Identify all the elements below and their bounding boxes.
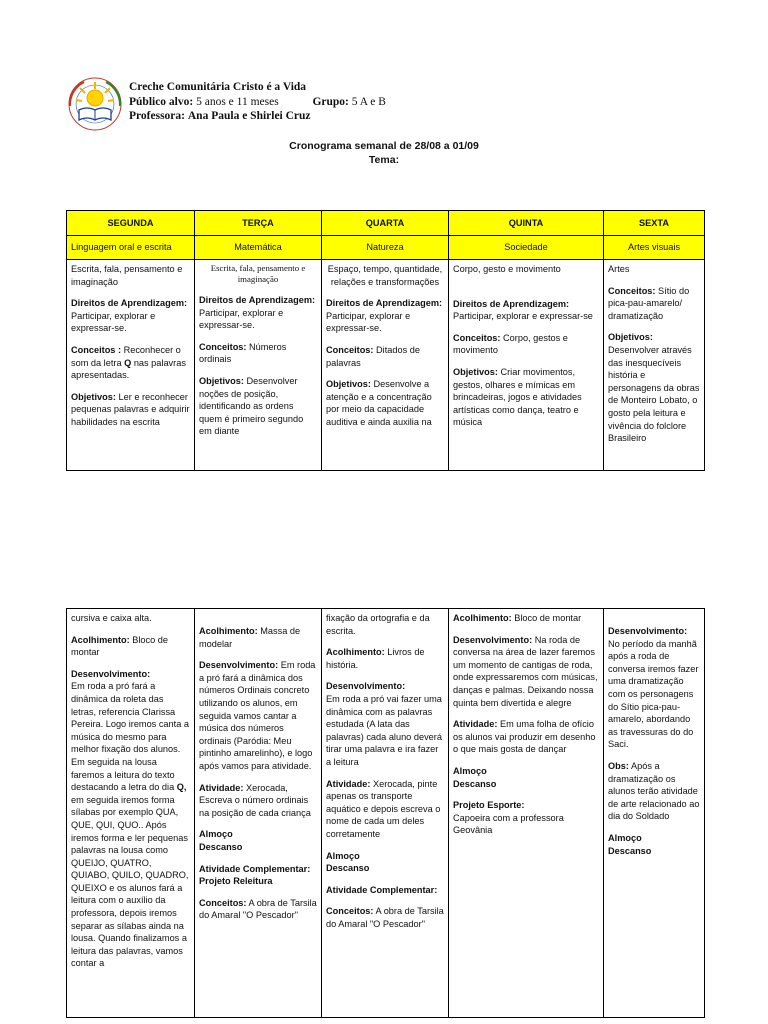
ter2-comp-proj: Projeto Releitura — [199, 876, 273, 887]
ter2-comp-label: Atividade Complementar: — [199, 863, 311, 874]
grupo-value: 5 A e B — [351, 95, 386, 108]
qua-direitos-label: Direitos de Aprendizagem: — [326, 298, 443, 309]
qui-conceitos-label: Conceitos: — [453, 332, 501, 343]
ter-conceitos: Números ordinais — [199, 341, 287, 365]
publico-label: Público alvo: — [129, 95, 194, 108]
publico-value: 5 anos e 11 meses — [196, 95, 279, 108]
qua2-desenv-label: Desenvolvimento: — [326, 681, 406, 692]
cell-segunda-top — [67, 260, 195, 471]
subject-quinta: Sociedade — [449, 236, 604, 260]
ter2-conc-label: Conceitos: — [199, 897, 247, 908]
cell-segunda-bottom — [67, 609, 195, 1018]
schedule-title-block — [0, 139, 768, 167]
qua2-acolh-label: Acolhimento: — [326, 647, 385, 658]
qui-direitos-label: Direitos de Aprendizagem: — [453, 298, 570, 309]
school-name: Creche Comunitária Cristo é a Vida — [129, 81, 307, 93]
qui2-desenv-label: Desenvolvimento: — [453, 634, 533, 645]
subject-terca: Matemática — [195, 236, 322, 260]
cell-sexta-top — [604, 260, 705, 471]
sex2-almoco: Almoço — [608, 832, 642, 843]
seg-objetivos-label: Objetivos: — [71, 391, 116, 402]
seg2-acolh: Bloco de montar — [71, 634, 169, 658]
qui-conceitos: Corpo, gestos e movimento — [453, 332, 568, 356]
qua2-acolh: Livros de história. — [326, 647, 425, 670]
ter2-almoco: Almoço — [199, 829, 233, 840]
sex2-desenv: No período da manhã após a roda de conversa iremos fazer uma dramatização com os personagens do Sítio pica-pau-amarelo, abordando as travessuras do do Saci. — [608, 638, 699, 750]
grupo-label: Grupo: — [312, 95, 349, 108]
cell-terca-top — [195, 260, 322, 471]
day-header-segunda: SEGUNDA — [67, 211, 195, 236]
seg-conceitos-label: Conceitos : — [71, 344, 122, 355]
seg-direitos: Participar, explorar e expressar-se. — [71, 310, 156, 334]
sex2-desenv-label: Desenvolvimento: — [608, 626, 688, 636]
ter2-ativ-label: Atividade: — [199, 782, 244, 793]
schedule-title: Cronograma semanal de 28/08 a 01/09 — [289, 140, 479, 152]
school-header — [66, 76, 486, 136]
qui2-proj-label: Projeto Esporte: — [453, 800, 525, 811]
ter2-desenv-label: Desenvolvimento: — [199, 660, 279, 671]
qua2-ativ: Xerocada, pinte apenas os transporte aquático e depois escreva o nome de cada um deles corretamente — [326, 778, 441, 839]
seg-direitos-label: Direitos de Aprendizagem: — [71, 298, 188, 309]
professora-value: Ana Paula e Shirlei Cruz — [187, 110, 311, 122]
seg2-acolh-label: Acolhimento: — [71, 634, 130, 645]
qui2-ativ-label: Atividade: — [453, 719, 498, 730]
sex-objetivos-label: Objetivos: — [608, 332, 653, 343]
seg2-desenv-q: Q, — [176, 782, 187, 793]
qua-conceitos-label: Conceitos: — [326, 344, 374, 355]
seg-intro: Escrita, fala, pensamento e imaginação — [71, 264, 183, 287]
ter-intro: Escrita, fala, pensamento e imaginação — [210, 263, 306, 284]
qui-intro: Corpo, gesto e movimento — [453, 264, 561, 274]
qui2-ativ: Em uma folha de ofício os alunos vai produzir em desenho o que mais gosta de dançar — [453, 719, 596, 755]
qui2-descanso: Descanso — [453, 778, 497, 789]
day-header-terca: TERÇA — [195, 211, 322, 236]
qui2-almoco: Almoço — [453, 765, 487, 776]
seg-conceitos-a: Reconhecer o som da letra — [71, 344, 181, 368]
qui-objetivos-label: Objetivos: — [453, 366, 498, 377]
cell-terca-bottom — [195, 609, 322, 1018]
qua2-conc-label: Conceitos: — [326, 906, 374, 917]
ter2-descanso: Descanso — [199, 841, 243, 852]
qui-objetivos: Criar movimentos, gestos, olhares e mímicas em brincadeiras, jogos e atividades artísticas como dança, teatro e música — [453, 366, 582, 428]
qua-intro: Espaço, tempo, quantidade, relações e transformações — [327, 264, 443, 287]
qui2-desenv: Na roda de conversa na área de lazer faremos um momento de cantigas de roda, onde expressaremos com músicas, danças e palmas. Deixando nossa quinta bem divertida e alegre — [453, 634, 598, 708]
sex-conceitos-label: Conceitos: — [608, 285, 656, 296]
qua-conceitos: Ditados de palavras — [326, 344, 420, 368]
qua2-conc: A obra de Tarsila do Amaral "O Pescador" — [326, 906, 444, 929]
seg2-cont: cursiva e caixa alta. — [71, 613, 152, 623]
ter-objetivos: Desenvolver noções de posição, identificando as ordens quem é primeiro segundo em diante — [199, 375, 304, 437]
ter2-acolh: Massa de modelar — [199, 626, 301, 649]
ter2-ativ: Xerocada, Escreva o número ordinais na posição de cada criança — [199, 782, 311, 818]
qua2-desenv: Em roda a pró vai fazer uma dinâmica com as palavras estudada (A lata das palavras) cada aluno deverá tirar uma palavra e ira fazer a leitura — [326, 693, 442, 767]
seg2-desenv-a: Em roda a pró fará a dinâmica da roleta das letras, referencia Clarissa Pereira. Logo iremos canta a música do mesmo para melhor fixação dos alunos. Em seguida na lousa faremos a leitura do texto destacando a letra do dia — [71, 681, 189, 793]
qua-objetivos-label: Objetivos: — [326, 379, 371, 390]
ter2-acolh-label: Acolhimento: — [199, 626, 258, 636]
subject-segunda: Linguagem oral e escrita — [67, 236, 195, 260]
seg2-desenv-label: Desenvolvimento: — [71, 668, 151, 679]
schedule-table-bottom — [66, 608, 705, 1018]
qua-objetivos: Desenvolve a atenção e a concentração por meio da capacidade auditiva e ainda auxilia na — [326, 379, 432, 427]
seg-objetivos: Ler e reconhecer pequenas palavras e adquirir habilidades na escrita — [71, 391, 190, 427]
school-logo — [66, 76, 124, 132]
qua2-comp-label: Atividade Complementar: — [326, 884, 438, 895]
sex2-obs: Após a dramatização os alunos terão atividade de arte relacionado ao dia do Soldado — [608, 760, 700, 822]
seg-conceitos-b: nas palavras apresentadas. — [71, 357, 186, 381]
ter-direitos: Participar, explorar e expressar-se. — [199, 307, 284, 331]
sex-objetivos: Desenvolver através das inesquecíveis história e personagens da obras de Monteiro Lobato, o gosto pela leitura e vivência do folclore Brasileiro — [608, 344, 700, 444]
ter2-conc: A obra de Tarsila do Amaral "O Pescador" — [199, 897, 317, 921]
qui2-acolh: Bloco de montar — [511, 613, 582, 623]
cell-quinta-top — [449, 260, 604, 471]
schedule-tema: Tema: — [368, 154, 400, 166]
professora-label: Professora: — [129, 110, 185, 122]
cell-sexta-bottom — [604, 609, 705, 1018]
seg-conceitos-q: Q — [124, 357, 132, 368]
day-header-quinta: QUINTA — [449, 211, 604, 236]
ter-conceitos-label: Conceitos: — [199, 341, 247, 352]
qui2-acolh-label: Acolhimento: — [453, 613, 512, 623]
cell-quinta-bottom — [449, 609, 604, 1018]
school-info — [129, 80, 386, 124]
qua2-almoco: Almoço — [326, 850, 360, 861]
sex2-obs-label: Obs: — [608, 760, 629, 771]
cell-quarta-top — [322, 260, 449, 471]
sex2-descanso: Descanso — [608, 845, 652, 856]
schedule-table-top — [66, 210, 705, 471]
qua2-cont: fixação da ortografia e da escrita. — [326, 613, 430, 636]
cell-quarta-bottom — [322, 609, 449, 1018]
day-header-sexta: SEXTA — [604, 211, 705, 236]
seg2-desenv-b: em seguida iremos forma sílabas por exemplo QUA, QUE, QUI, QUO.. Após iremos forma e ler pequenas palavras na lousa como QUEIJO, QUATRO, QUIABO, QUILO, QUADRO, QUEIXO e os alunos fará a leitura com o auxílio da professora, depois iremos separar as sílabas ainda na lousa. Quando finalizamos a leitura das palavras, vamos contar a — [71, 794, 189, 969]
qua2-descanso: Descanso — [326, 863, 370, 874]
qui2-proj: Capoeira com a professora Geovânia — [453, 812, 564, 836]
ter-objetivos-label: Objetivos: — [199, 375, 244, 386]
day-header-quarta: QUARTA — [322, 211, 449, 236]
ter2-desenv: Em roda a pró fará a dinâmica dos números Ordinais concreto utilizando os alunos, em seguida vamos cantar a música dos números ordinais (Paródia: Meu pintinho amarelinho), e logo após vamos para atividade. — [199, 660, 316, 771]
sex-conceitos: Sítio do pica-pau-amarelo/ dramatização — [608, 285, 690, 321]
subject-sexta: Artes visuais — [604, 236, 705, 260]
qui-direitos: Participar, explorar e expressar-se — [453, 311, 593, 322]
ter-direitos-label: Direitos de Aprendizagem: — [199, 295, 316, 305]
sex-intro: Artes — [608, 264, 630, 274]
subject-quarta: Natureza — [322, 236, 449, 260]
qua2-ativ-label: Atividade: — [326, 778, 371, 789]
qua-direitos: Participar, explorar e expressar-se. — [326, 310, 411, 334]
